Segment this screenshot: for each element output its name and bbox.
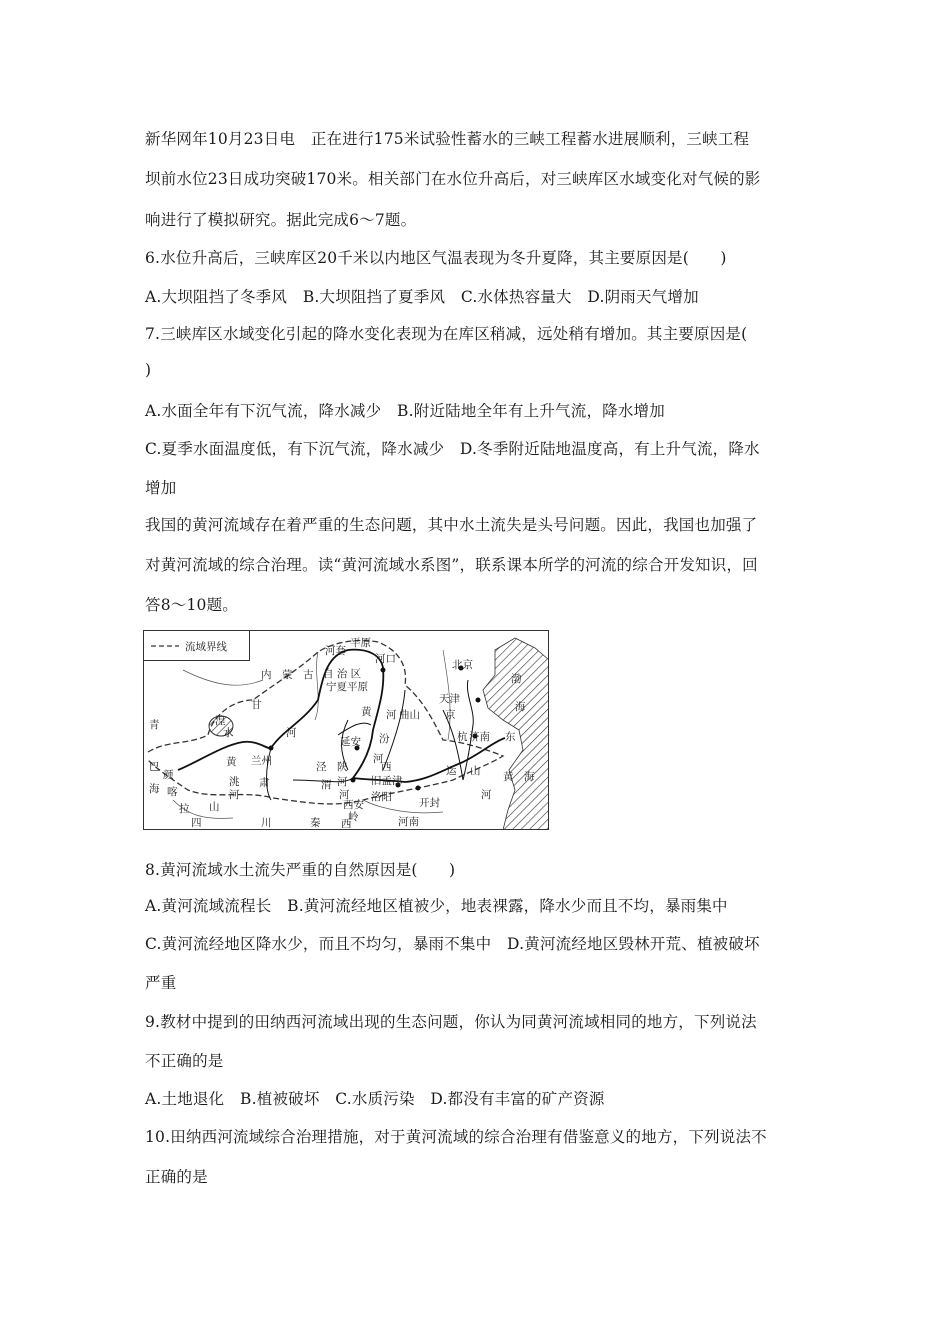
label-huang: 黄 <box>226 756 237 768</box>
label-bo: 渤 <box>511 673 522 685</box>
label-qin: 秦 <box>310 817 321 829</box>
label-huang1: 黄 <box>361 706 372 718</box>
label-neimenggu: 内 蒙 古 <box>261 669 314 681</box>
label-jing: 京 <box>445 709 456 721</box>
label-chuan: 川 <box>261 817 272 829</box>
q7-options-cont: 增加 <box>145 479 177 497</box>
label-xian: 西安 <box>343 799 364 811</box>
label-su: 肃 <box>259 777 270 789</box>
label-luoyang: 洛阳 <box>371 791 392 803</box>
label-dong: 东 <box>505 731 516 743</box>
label-qushan: 曲山 <box>399 709 420 721</box>
q10-stem: 10.田纳西河流域综合治理措施，对于黄河流域的综合治理有借鉴意义的地方，下列说法不 <box>145 1128 767 1146</box>
label-si: 四 <box>191 817 202 829</box>
passage1-line1: 新华网年10月23日电 正在进行175米试验性蓄水的三峡工程蓄水进展顺利，三峡工程 <box>145 130 750 148</box>
q9-options: A.土地退化 B.植被破坏 C.水质污染 D.都没有丰富的矿产资源 <box>145 1090 605 1108</box>
label-tao: 洮 <box>229 776 240 788</box>
label-zizhiqu: 自 治 区 <box>323 668 362 680</box>
label-shan2: 山 <box>470 765 481 777</box>
label-huanghai: 黄 海 <box>503 771 535 783</box>
label-huangshui: 湟 <box>215 715 226 727</box>
q7-options-ab: A.水面全年有下沉气流，降水减少 B.附近陆地全年有上升气流，降水增加 <box>145 402 665 420</box>
label-pingyuan: 平原 <box>350 637 371 649</box>
yellow-river-map <box>143 630 549 830</box>
label-fen: 汾 <box>379 733 390 745</box>
label-he6: 河 <box>481 789 492 801</box>
label-ningxia: 宁夏平原 <box>326 681 368 693</box>
label-la: 拉 <box>179 803 190 815</box>
label-jinan: 济南 <box>469 731 490 743</box>
label-qing: 青 <box>149 719 160 731</box>
q9-stem-cont: 不正确的是 <box>145 1052 224 1070</box>
label-he2: 河 <box>373 753 384 765</box>
label-beijing: 北京 <box>452 659 473 671</box>
label-kaifeng: 开封 <box>419 797 440 809</box>
label-he3: 河 <box>229 789 240 801</box>
label-hai2: 海 <box>149 783 160 795</box>
q9-stem: 9.教材中提到的田纳西河流域出现的生态问题，你认为同黄河流域相同的地方，下列说法 <box>145 1013 757 1031</box>
q6-stem: 6.水位升高后，三峡库区20千米以内地区气温表现为冬升夏降，其主要原因是( ) <box>145 249 727 267</box>
label-yan: 颜 <box>163 769 174 781</box>
label-he4: 河 <box>337 776 348 788</box>
label-meng: 旧孟津 <box>371 775 403 787</box>
q7-options-cd: C.夏季水面温度低，有下沉气流，降水减少 D.冬季附近陆地温度高，有上升气流，降水 <box>145 440 760 458</box>
label-he5: 河 <box>339 789 350 801</box>
q8-options-cd: C.黄河流经地区降水少，而且不均匀，暴雨不集中 D.黄河流经地区毁林开荒、植被破坏 <box>145 935 760 953</box>
label-yun: 运 <box>446 765 457 777</box>
label-ba: 巴 <box>149 761 160 773</box>
label-hetao: 河套 <box>325 645 346 657</box>
q7-stem-cont: ) <box>145 361 152 379</box>
label-gan: 甘 <box>251 699 262 711</box>
label-lanzhou: 兰州 <box>251 755 272 767</box>
q6-options: A.大坝阻挡了冬季风 B.大坝阻挡了夏季风 C.水体热容量大 D.阴雨天气增加 <box>145 288 699 306</box>
passage1-line2: 坝前水位23日成功突破170米。相关部门在水位升高后，对三峡库区水域变化对气候的影 <box>145 170 761 188</box>
label-hang: 杭 <box>457 731 468 743</box>
label-jing2: 泾 <box>316 761 327 773</box>
label-shui: 水 <box>223 727 234 739</box>
label-henan: 河南 <box>398 816 419 828</box>
label-he1: 河 <box>286 727 297 739</box>
q7-stem: 7.三峡库区水域变化引起的降水变化表现为在库区稍减，远处稍有增加。其主要原因是( <box>145 325 748 343</box>
label-wei: 渭 <box>321 779 332 791</box>
passage2-line3: 答8～10题。 <box>145 596 238 614</box>
passage2-line2: 对黄河流域的综合治理。读“黄河流域水系图”，联系课本所学的河流的综合开发知识，回 <box>145 556 758 574</box>
q8-options-ab: A.黄河流域流程长 B.黄河流经地区植被少，地表裸露，降水少而且不均，暴雨集中 <box>145 897 728 915</box>
passage1-line3: 响进行了模拟研究。据此完成6～7题。 <box>145 211 417 229</box>
map-legend <box>144 631 250 661</box>
label-he-huang: 河 <box>386 709 397 721</box>
label-yanan: 延安 <box>340 736 361 748</box>
label-hai1: 海 <box>515 701 526 713</box>
label-shan3: 山 <box>209 801 220 813</box>
label-xi: 西 <box>381 761 392 773</box>
label-shan: 陕 <box>337 761 348 773</box>
label-xi2: 西 <box>341 818 352 830</box>
legend-label: 流域界线 <box>185 641 227 653</box>
q8-options-cont: 严重 <box>145 974 177 992</box>
q10-stem-cont: 正确的是 <box>145 1168 208 1186</box>
label-tianjin: 天津 <box>439 693 460 705</box>
label-ka: 喀 <box>167 786 178 798</box>
label-hekou: 河口 <box>375 653 396 665</box>
passage2-line1: 我国的黄河流域存在着严重的生态问题，其中水土流失是头号问题。因此，我国也加强了 <box>145 516 758 534</box>
q8-stem: 8.黄河流域水土流失严重的自然原因是( ) <box>145 861 456 879</box>
label-ling: 岭 <box>348 811 359 823</box>
